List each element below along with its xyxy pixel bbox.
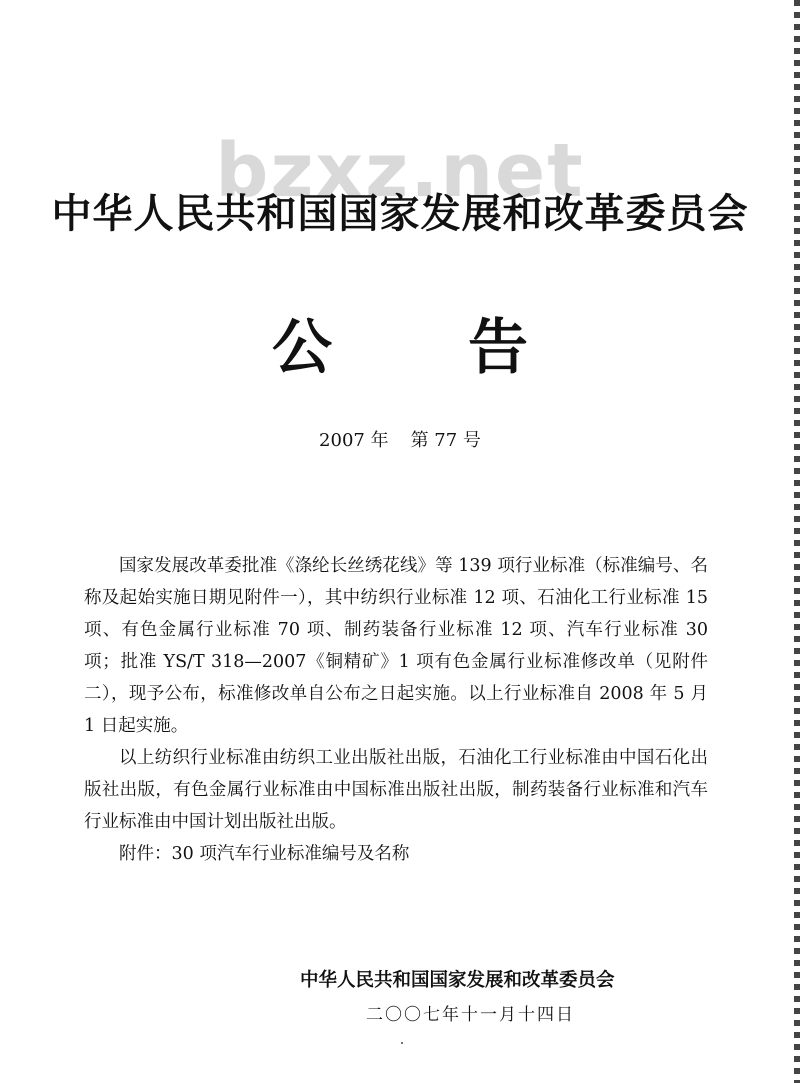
document-title (0, 300, 800, 386)
signature-date: 二〇〇七年十一月十四日 (366, 1005, 575, 1025)
document-year: 2007 年 (319, 430, 389, 451)
watermark: bzxz.net (215, 128, 585, 214)
body-paragraph-1: 国家发展改革委批准《涤纶长丝绣花线》等 139 项行业标准（标准编号、名称及起始实施日期见附件一），其中纺织行业标准 12 项、石油化工行业标准 15 项、有色金属行业标准 70 项、制药装备行业标准 12 项、汽车行业标准 30 项；批准 YS/T 318—2007《铜精矿》1 项有色金属行业标准修改单（见附件二），现予公布，标准修改单自公布之日起实施。以上行业标准自 2008 年 5 月 1 日起实施。 (84, 556, 708, 736)
document-issue-number: 第 77 号 (410, 430, 481, 451)
signature-organization: 中华人民共和国国家发展和改革委员会 (300, 970, 615, 991)
attachment-note: 附件：30 项汽车行业标准编号及名称 (119, 844, 410, 864)
title-char-1: 公 (272, 313, 332, 383)
scan-speck (401, 1042, 403, 1044)
document-number (0, 426, 800, 452)
organization-title: 中华人民共和国国家发展和改革委员会 (51, 191, 749, 237)
announcement-body (84, 550, 708, 870)
title-char-2: 告 (468, 313, 528, 383)
body-paragraph-2: 以上纺织行业标准由纺织工业出版社出版，石油化工行业标准由中国石化出版社出版，有色金属行业标准由中国标准出版社出版，制药装备行业标准和汽车行业标准由中国计划出版社出版。 (84, 748, 708, 832)
